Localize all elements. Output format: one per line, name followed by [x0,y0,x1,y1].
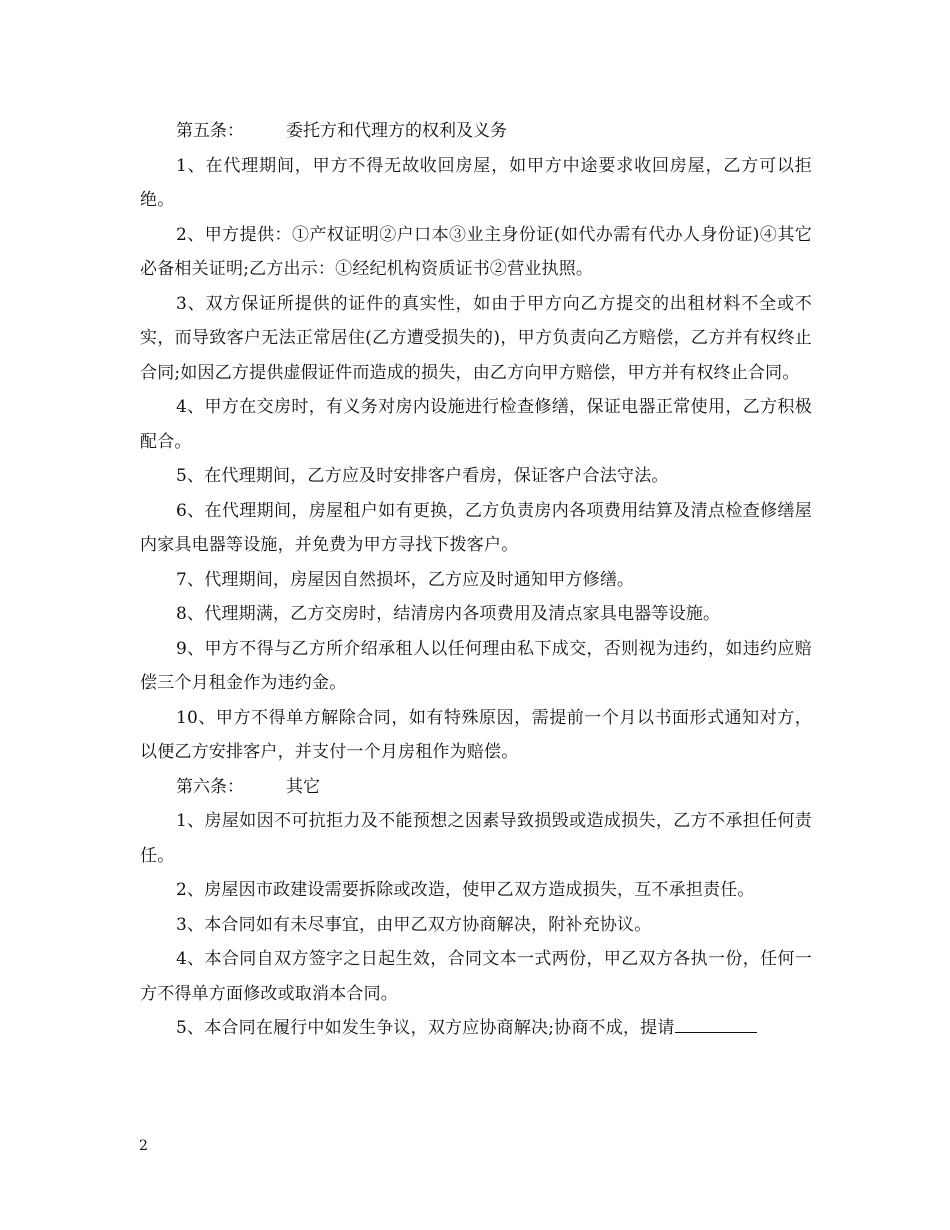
article-5-item-3: 3、双方保证所提供的证件的真实性，如由于甲方向乙方提交的出租材料不全或不实，而导致客户无法正常居住(乙方遭受损失的)，甲方负责向乙方赔偿，乙方并有权终止合同;如因乙方提供虚假证件而造成的损失，由乙方向甲方赔偿，甲方并有权终止合同。 [140,293,812,383]
article-6-item-5-text: 5、本合同在履行中如发生争议，双方应协商解决;协商不成，提请 [176,1018,675,1038]
article-5-item-8: 8、代理期满，乙方交房时，结清房内各项费用及清点家具电器等设施。 [176,604,721,624]
page-number: 2 [139,1138,148,1154]
article-5-heading [140,114,812,149]
article-6-item-4: 4、本合同自双方签字之日起生效，合同文本一式两份，甲乙双方各执一份，任何一方不得单方面修改或取消本合同。 [140,949,812,1004]
document-body [140,114,812,1046]
article-5-label: 第五条： [176,121,244,141]
article-5-title: 委托方和代理方的权利及义务 [286,121,507,141]
fill-in-blank-line [675,1016,757,1033]
article-6-item-1: 1、房屋如因不可抗拒力及不能预想之因素导致损毁或造成损失，乙方不承担任何责任。 [140,811,812,866]
article-6-item-3: 3、本合同如有未尽事宜，由甲乙双方协商解决，附补充协议。 [176,914,652,935]
article-5-item-4: 4、甲方在交房时，有义务对房内设施进行检查修缮，保证电器正常使用，乙方积极配合。 [140,397,812,452]
article-5-item-6: 6、在代理期间，房屋租户如有更换，乙方负责房内各项费用结算及清点检查修缮屋内家具电器等设施，并免费为甲方寻找下拨客户。 [140,500,812,555]
article-5-item-7: 7、代理期间，房屋因自然损坏，乙方应及时通知甲方修缮。 [176,569,635,590]
article-6-item-2: 2、房屋因市政建设需要拆除或改造，使甲乙双方造成损失，互不承担责任。 [176,880,755,900]
article-5-item-10: 10、甲方不得单方解除合同，如有特殊原因，需提前一个月以书面形式通知对方，以便乙方安排客户，并支付一个月房租作为赔偿。 [140,707,812,762]
article-5-item-5: 5、在代理期间，乙方应及时安排客户看房，保证客户合法守法。 [176,466,669,486]
article-6-title: 其它 [286,776,320,797]
article-5-item-1: 1、在代理期间，甲方不得无故收回房屋，如甲方中途要求收回房屋，乙方可以拒绝。 [140,155,812,210]
article-6-item-5 [140,1011,812,1046]
article-5-item-9: 9、甲方不得与乙方所介绍承租人以任何理由私下成交，否则视为违约，如违约应赔偿三个月租金作为违约金。 [140,638,812,693]
article-5-item-2: 2、甲方提供：①产权证明②户口本③业主身份证(如代办需有代办人身份证)④其它必备相关证明;乙方出示：①经纪机构资质证书②营业执照。 [140,224,812,279]
article-6-heading [140,770,812,805]
article-6-label: 第六条： [176,776,244,797]
